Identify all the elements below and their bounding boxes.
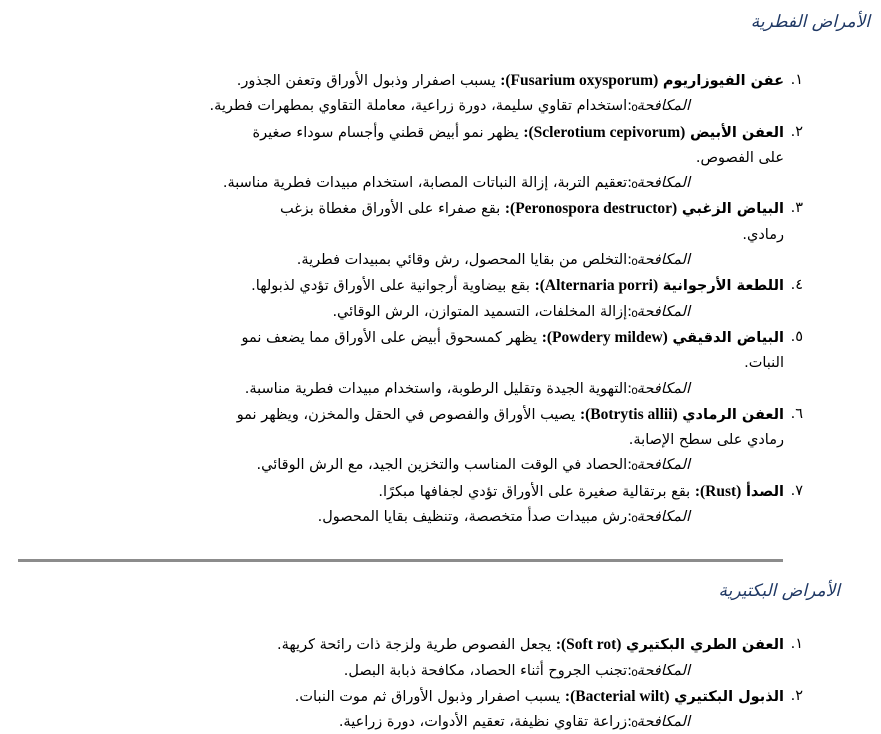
disease-name-ar: عفن الفيوزاريوم xyxy=(662,73,784,89)
bacterial-section-title: الأمراض البكتيرية xyxy=(718,581,840,602)
disease-name-ar: الذبول البكتيري xyxy=(674,688,784,705)
disease-item-purple-blotch xyxy=(0,273,881,325)
sub-bullet-o: o xyxy=(631,716,638,731)
control-label: المكافحة xyxy=(636,509,690,526)
control-text: :تجنب الجروح أثناء الحصاد، مكافحة ذبابة البصل. xyxy=(343,662,633,679)
control-text: :زراعة تقاوي نظيفة، تعقيم الأدوات، دورة زراعية. xyxy=(338,714,633,731)
control-line xyxy=(95,248,784,273)
item-number: ٣. xyxy=(790,200,803,217)
control-text: :إزالة المخلفات، التسميد المتوازن، الرش الوقائي. xyxy=(332,303,633,320)
control-text: :رش مبيدات صدأ متخصصة، وتنظيف بقايا المحصول. xyxy=(317,509,633,526)
disease-name-latin: :(Sclerotium cepivorum) xyxy=(523,123,686,141)
fungal-section-title: الأمراض الفطرية xyxy=(750,12,870,32)
control-text: :استخدام تقاوي سليمة، دورة زراعية، معاملة التقاوي بمطهرات فطرية. xyxy=(209,98,633,115)
disease-item-bacterial-wilt xyxy=(0,684,881,734)
sub-bullet-o: o xyxy=(631,382,638,397)
item-number: ٢. xyxy=(790,687,803,704)
item-number: ٢. xyxy=(790,123,803,140)
disease-name-ar: الصدأ xyxy=(745,483,784,500)
disease-name-latin: :(Botrytis allii) xyxy=(579,405,678,423)
control-label: المكافحة xyxy=(636,303,690,320)
sub-bullet-o: o xyxy=(631,459,638,474)
disease-name-ar: اللطعة الأرجوانية xyxy=(662,278,784,295)
control-line xyxy=(95,94,784,119)
control-line xyxy=(95,377,784,402)
sub-bullet-o: o xyxy=(631,664,638,679)
control-line xyxy=(95,171,784,196)
disease-description: يجعل الفصوص طرية ولزجة ذات رائحة كريهة. xyxy=(276,637,552,654)
disease-item-fusarium xyxy=(0,68,881,120)
control-label: المكافحة xyxy=(636,380,690,397)
bacterial-disease-list xyxy=(0,632,881,734)
disease-name-ar: البياض الزغبي xyxy=(681,201,784,218)
control-line xyxy=(95,710,784,734)
control-text: :تعقيم التربة، إزالة النباتات المصابة، استخدام مبيدات فطرية مناسبة. xyxy=(222,175,633,192)
disease-description-cont: رمادي. xyxy=(742,226,784,243)
item-number: ٧. xyxy=(790,482,803,499)
disease-description: يصيب الأوراق والفصوص في الحقل والمخزن، ويظهر نمو xyxy=(236,406,576,423)
disease-description: بقع صفراء على الأوراق مغطاة بزغب xyxy=(279,201,501,218)
disease-name-latin: :(Powdery mildew) xyxy=(541,328,668,346)
disease-item-rust xyxy=(0,479,881,531)
disease-description: يظهر نمو أبيض قطني وأجسام سوداء صغيرة xyxy=(252,124,519,141)
control-label: المكافحة xyxy=(636,98,690,115)
disease-name-ar: البياض الدقيقي xyxy=(672,329,784,346)
disease-name-latin: :(Rust) xyxy=(694,482,742,500)
disease-description: بقع برتقالية صغيرة على الأوراق تؤدي لجفافها مبكرًا. xyxy=(378,483,691,500)
disease-item-downy-mildew xyxy=(0,196,881,273)
control-text: :التهوية الجيدة وتقليل الرطوبة، واستخدام مبيدات فطرية مناسبة. xyxy=(244,380,633,397)
disease-name-latin: :(Peronospora destructor) xyxy=(504,200,678,218)
disease-item-white-rot xyxy=(0,120,881,197)
sub-bullet-o: o xyxy=(631,100,638,115)
disease-name-ar: العفن الرمادي xyxy=(682,406,784,423)
disease-description-cont: على الفصوص. xyxy=(695,149,784,166)
disease-description: يسبب اصفرار وذبول الأوراق ثم موت النبات. xyxy=(294,688,561,705)
item-number: ٦. xyxy=(790,405,803,422)
item-number: ٤. xyxy=(790,277,803,294)
sub-bullet-o: o xyxy=(631,254,638,269)
item-number: ٥. xyxy=(790,328,803,345)
control-line xyxy=(95,505,784,530)
control-label: المكافحة xyxy=(636,714,690,731)
control-label: المكافحة xyxy=(636,175,690,192)
sub-bullet-o: o xyxy=(631,177,638,192)
control-text: :الحصاد في الوقت المناسب والتخزين الجيد، مع الرش الوقائي. xyxy=(256,457,633,474)
control-text: :التخلص من بقايا المحصول، رش وقائي بمبيدات فطرية. xyxy=(296,252,633,269)
disease-item-grey-mold xyxy=(0,402,881,479)
control-label: المكافحة xyxy=(636,662,690,679)
disease-name-latin: :(Alternaria porri) xyxy=(534,277,659,295)
sub-bullet-o: o xyxy=(631,511,638,526)
control-label: المكافحة xyxy=(636,457,690,474)
control-line xyxy=(95,453,784,478)
sub-bullet-o: o xyxy=(631,305,638,320)
disease-name-latin: :(Fusarium oxysporum) xyxy=(500,72,659,89)
disease-description: يظهر كمسحوق أبيض على الأوراق مما يضعف نمو xyxy=(241,329,538,346)
disease-description-cont: رمادي على سطح الإصابة. xyxy=(628,432,784,449)
control-line xyxy=(95,659,784,684)
disease-description: يسبب اصفرار وذبول الأوراق وتعفن الجذور. xyxy=(236,73,496,89)
disease-name-latin: :(Soft rot) xyxy=(555,636,622,654)
item-number: ١. xyxy=(790,72,803,88)
disease-description-cont: النبات. xyxy=(744,355,784,372)
disease-name-ar: العفن الطري البكتيري xyxy=(626,637,784,654)
disease-name-latin: :(Bacterial wilt) xyxy=(564,687,670,705)
control-line xyxy=(95,300,784,325)
item-number: ١. xyxy=(790,636,803,653)
control-label: المكافحة xyxy=(636,252,690,269)
disease-item-powdery-mildew xyxy=(0,325,881,402)
disease-item-soft-rot xyxy=(0,632,881,684)
disease-name-ar: العفن الأبيض xyxy=(689,124,784,141)
disease-description: بقع بيضاوية أرجوانية على الأوراق تؤدي لذبولها. xyxy=(251,278,530,295)
fungal-disease-list xyxy=(0,68,881,530)
